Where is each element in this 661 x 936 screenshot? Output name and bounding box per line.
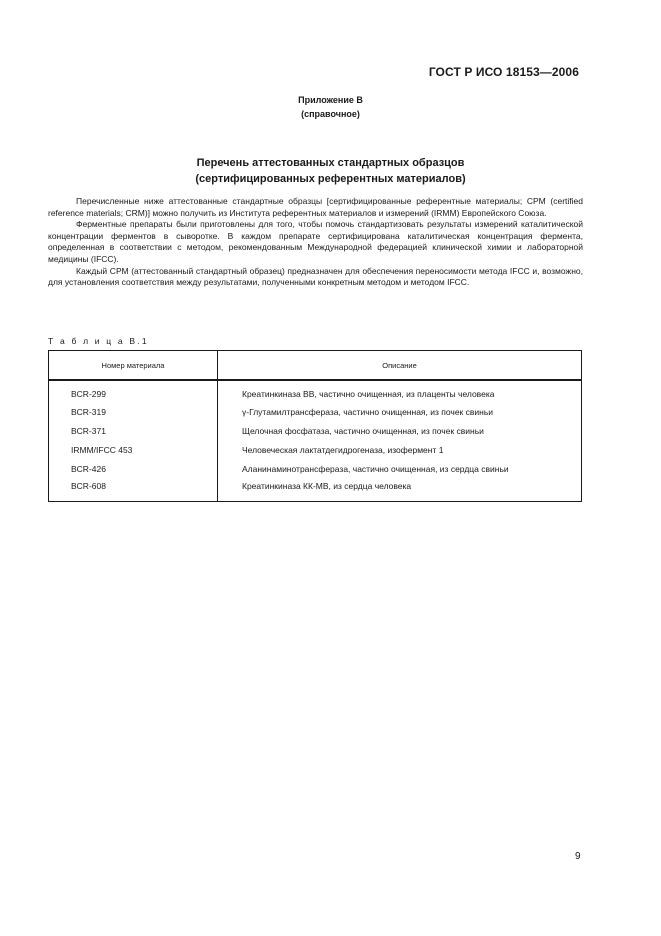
material-description: Креатинкиназа КК-МВ, из сердца человека: [218, 478, 582, 501]
table-row: [49, 402, 582, 421]
section-heading: [0, 155, 661, 187]
table-row: [49, 478, 582, 501]
material-number: BCR-299: [49, 380, 218, 402]
page-number: 9: [575, 851, 581, 862]
table-header-row: [49, 351, 582, 381]
material-number: BCR-426: [49, 459, 218, 478]
paragraph: Каждый СРМ (аттестованный стандартный образец) предназначен для обеспечения переносимости метода IFCC и, возможно, для установления соответствия между результатами, полученными конкретным методом и методом IFCC.: [48, 265, 583, 288]
heading-line-2: (сертифицированных референтных материалов): [195, 173, 466, 185]
heading-line-1: Перечень аттестованных стандартных образцов: [196, 157, 465, 169]
paragraph: Ферментные препараты были приготовлены для того, чтобы помочь стандартизовать результаты измерений каталитической концентрации ферментов в сыворотке. В каждом препарате сертифицирована каталитическая концентрация фермента, определенная в соответствии с методом, рекомендованным Международной федерацией клинической химии и лабораторной медицины (IFCC).: [48, 219, 583, 264]
material-number: BCR-608: [49, 478, 218, 501]
material-description: Аланинаминотрансфераза, частично очищенная, из сердца свиньи: [218, 459, 582, 478]
table-row: [49, 459, 582, 478]
material-description: Креатинкиназа ВВ, частично очищенная, из плаценты человека: [218, 380, 582, 402]
material-description: Человеческая лактатдегидрогеназа, изофермент 1: [218, 440, 582, 459]
table-row: [49, 421, 582, 440]
column-header-number: Номер материала: [49, 351, 218, 381]
materials-table: [48, 350, 582, 502]
paragraph: Перечисленные ниже аттестованные стандартные образцы [сертифицированные референтные материалы; СРМ (certified reference materials; CRM)] можно получить из Института референтных материалов и измерений (IRMM) Европейского Союза.: [48, 196, 583, 218]
annex-header: [0, 93, 661, 121]
table-row: [49, 440, 582, 459]
material-number: BCR-371: [49, 421, 218, 440]
standard-code: ГОСТ Р ИСО 18153—2006: [428, 65, 579, 79]
annex-title: Приложение B: [298, 95, 363, 105]
material-description: Щелочная фосфатаза, частично очищенная, из почек свиньи: [218, 421, 582, 440]
annex-type: (справочное): [301, 109, 360, 119]
body-text: [48, 196, 583, 289]
table-caption: Т а б л и ц а B.1: [48, 336, 149, 346]
column-header-description: Описание: [218, 351, 582, 381]
material-description: γ-Глутамилтрансфераза, частично очищенная, из почек свиньи: [218, 402, 582, 421]
table-row: [49, 380, 582, 402]
material-number: BCR-319: [49, 402, 218, 421]
material-number: IRMM/IFCC 453: [49, 440, 218, 459]
